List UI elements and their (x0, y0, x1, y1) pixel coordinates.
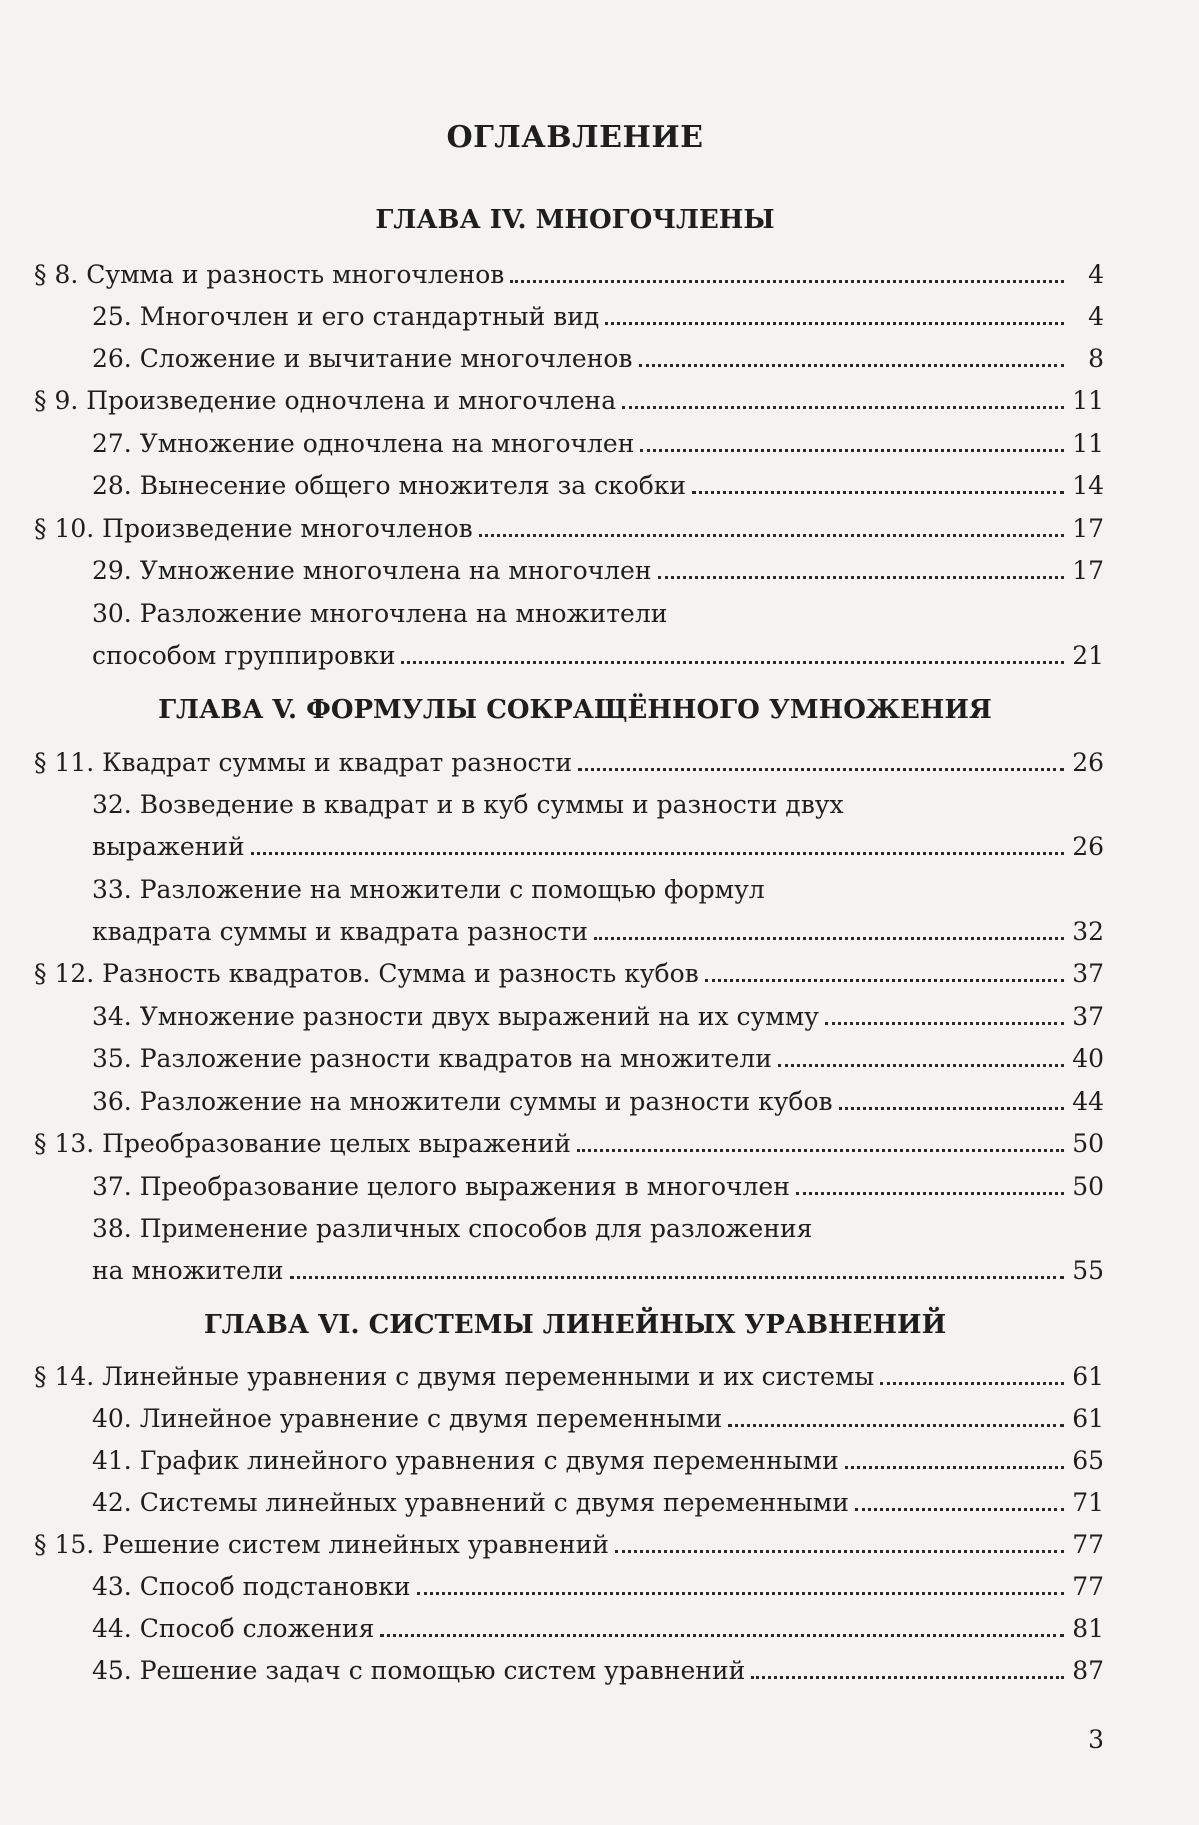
toc-subsection (92, 1075, 1104, 1117)
dot-leader (577, 1148, 1064, 1152)
chapter-heading-4: ГЛАВА IV. МНОГОЧЛЕНЫ (375, 205, 775, 235)
entry-page: 17 (1072, 514, 1104, 543)
toc-subsection (92, 990, 1104, 1032)
entry-text: 40. Линейное уравнение с двумя переменными (92, 1404, 723, 1433)
entry-page: 26 (1072, 748, 1104, 777)
entry-text: 43. Способ подстановки (92, 1572, 411, 1601)
toc-subsection-continued (92, 905, 1104, 947)
toc-subsection-continued (92, 629, 1104, 671)
entry-text: 35. Разложение разности квадратов на множители (92, 1044, 772, 1073)
entry-page: 50 (1072, 1129, 1104, 1158)
dot-leader (640, 448, 1064, 452)
toc-subsection-continued (92, 820, 1104, 862)
toc-subsection (92, 1434, 1104, 1476)
dot-leader (855, 1507, 1064, 1511)
toc-subsection (92, 459, 1104, 501)
entry-text: 36. Разложение на множители суммы и разности кубов (92, 1087, 833, 1116)
toc-subsection (92, 1644, 1104, 1686)
entry-text: 29. Умножение многочлена на многочлен (92, 556, 652, 585)
entry-page: 44 (1072, 1087, 1104, 1116)
entry-page: 11 (1072, 386, 1104, 415)
dot-leader (673, 621, 1064, 622)
dot-leader (380, 1633, 1064, 1637)
entry-page: 4 (1088, 260, 1104, 289)
dot-leader (290, 1275, 1064, 1279)
entry-text: на множители (92, 1256, 284, 1285)
toc-section (34, 1350, 1104, 1392)
entry-page: 32 (1072, 917, 1104, 946)
entry-text: 32. Возведение в квадрат и в куб суммы и разности двух (92, 790, 844, 819)
dot-leader (578, 767, 1064, 771)
dot-leader (825, 1021, 1064, 1025)
toc-subsection (92, 1392, 1104, 1434)
dot-leader (845, 1465, 1064, 1469)
toc-section (34, 248, 1104, 290)
entry-text: § 13. Преобразование целых выражений (34, 1129, 571, 1158)
dot-leader (850, 812, 1064, 813)
entry-page: 61 (1072, 1404, 1104, 1433)
toc-subsection (92, 587, 1104, 629)
toc-subsection (92, 1560, 1104, 1602)
entry-page: 11 (1072, 429, 1104, 458)
toc-subsection (92, 1160, 1104, 1202)
dot-leader (751, 1675, 1064, 1679)
entry-page: 87 (1072, 1656, 1104, 1685)
dot-leader (479, 533, 1064, 537)
page-title: ОГЛАВЛЕНИЕ (446, 120, 704, 155)
toc-subsection (92, 290, 1104, 332)
dot-leader (796, 1191, 1064, 1195)
dot-leader (594, 936, 1064, 940)
entry-text: § 15. Решение систем линейных уравнений (34, 1530, 609, 1559)
entry-text: выражений (92, 832, 245, 861)
entry-page: 81 (1072, 1614, 1104, 1643)
toc-section (34, 1518, 1104, 1560)
entry-text: способом группировки (92, 641, 396, 670)
dot-leader (401, 660, 1064, 664)
dot-leader (818, 1236, 1064, 1237)
entry-text: 34. Умножение разности двух выражений на их сумму (92, 1002, 819, 1031)
dot-leader (692, 490, 1064, 494)
entry-page: 50 (1072, 1172, 1104, 1201)
entry-page: 71 (1072, 1488, 1104, 1517)
toc-section (34, 947, 1104, 989)
entry-text: 41. График линейного уравнения с двумя переменными (92, 1446, 839, 1475)
dot-leader (615, 1549, 1064, 1553)
entry-text: 25. Многочлен и его стандартный вид (92, 302, 600, 331)
entry-page: 61 (1072, 1362, 1104, 1391)
entry-page: 4 (1088, 302, 1104, 331)
page-number: 3 (1088, 1725, 1104, 1754)
entry-text: 38. Применение различных способов для разложения (92, 1214, 813, 1243)
dot-leader (417, 1591, 1064, 1595)
chapter-heading-5: ГЛАВА V. ФОРМУЛЫ СОКРАЩЁННОГО УМНОЖЕНИЯ (158, 695, 992, 725)
entry-page: 55 (1072, 1256, 1104, 1285)
entry-page: 40 (1072, 1044, 1104, 1073)
dot-leader (605, 321, 1064, 325)
entry-text: § 9. Произведение одночлена и многочлена (34, 386, 617, 415)
toc-subsection (92, 1032, 1104, 1074)
chapter-heading-6: ГЛАВА VI. СИСТЕМЫ ЛИНЕЙНЫХ УРАВНЕНИЙ (203, 1310, 947, 1340)
entry-text: § 12. Разность квадратов. Сумма и разность кубов (34, 959, 699, 988)
toc-subsection-continued (92, 1244, 1104, 1286)
entry-page: 17 (1072, 556, 1104, 585)
entry-page: 26 (1072, 832, 1104, 861)
dot-leader (839, 1106, 1064, 1110)
entry-text: 30. Разложение многочлена на множители (92, 599, 668, 628)
toc-subsection (92, 1202, 1104, 1244)
entry-page: 37 (1072, 1002, 1104, 1031)
dot-leader (639, 363, 1064, 367)
toc-subsection (92, 1476, 1104, 1518)
entry-page: 77 (1072, 1572, 1104, 1601)
toc-subsection (92, 544, 1104, 586)
entry-text: 37. Преобразование целого выражения в многочлен (92, 1172, 790, 1201)
entry-text: § 10. Произведение многочленов (34, 514, 473, 543)
dot-leader (622, 405, 1064, 409)
dot-leader (510, 279, 1064, 283)
dot-leader (251, 851, 1064, 855)
dot-leader (705, 978, 1064, 982)
toc-subsection (92, 332, 1104, 374)
entry-text: 27. Умножение одночлена на многочлен (92, 429, 635, 458)
toc-subsection (92, 417, 1104, 459)
toc-subsection (92, 863, 1104, 905)
toc-section (34, 502, 1104, 544)
dot-leader (728, 1423, 1064, 1427)
toc-section (34, 736, 1104, 778)
dot-leader (880, 1381, 1064, 1385)
entry-text: § 8. Сумма и разность многочленов (34, 260, 505, 289)
entry-text: квадрата суммы и квадрата разности (92, 917, 588, 946)
entry-text: 28. Вынесение общего множителя за скобки (92, 471, 687, 500)
entry-page: 37 (1072, 959, 1104, 988)
dot-leader (771, 897, 1064, 898)
toc-subsection (92, 1602, 1104, 1644)
entry-page: 65 (1072, 1446, 1104, 1475)
entry-text: 33. Разложение на множители с помощью формул (92, 875, 765, 904)
entry-page: 8 (1088, 344, 1104, 373)
entry-page: 77 (1072, 1530, 1104, 1559)
entry-page: 14 (1072, 471, 1104, 500)
entry-text: 44. Способ сложения (92, 1614, 375, 1643)
entry-text: 42. Системы линейных уравнений с двумя переменными (92, 1488, 849, 1517)
entry-text: § 14. Линейные уравнения с двумя переменными и их системы (34, 1362, 875, 1391)
entry-text: § 11. Квадрат суммы и квадрат разности (34, 748, 573, 777)
dot-leader (778, 1063, 1064, 1067)
entry-text: 45. Решение задач с помощью систем уравнений (92, 1656, 746, 1685)
toc-section (34, 374, 1104, 416)
dot-leader (658, 575, 1064, 579)
toc-section (34, 1117, 1104, 1159)
toc-subsection (92, 778, 1104, 820)
entry-page: 21 (1072, 641, 1104, 670)
entry-text: 26. Сложение и вычитание многочленов (92, 344, 633, 373)
